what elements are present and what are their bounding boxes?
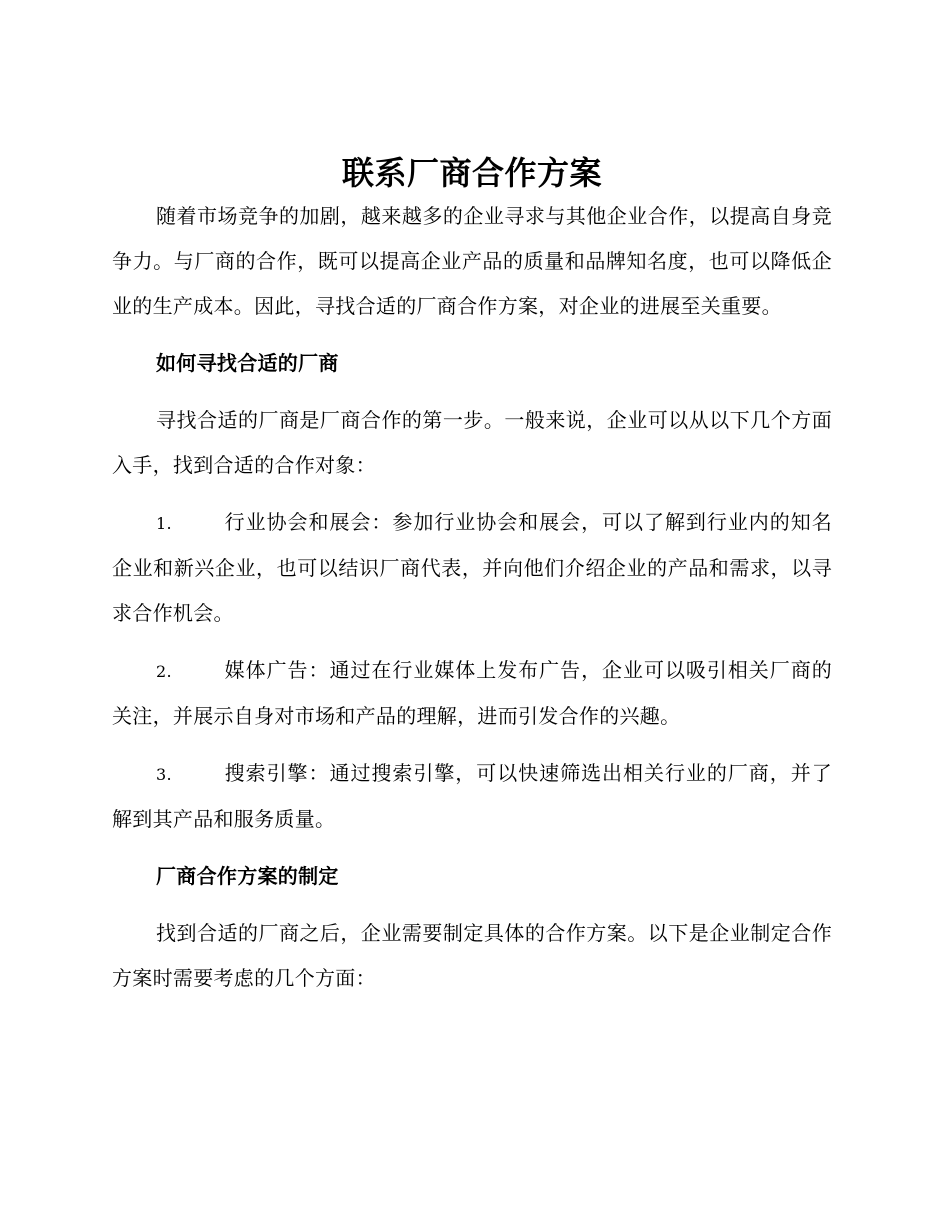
section-paragraph-find-vendor: 寻找合适的厂商是厂商合作的第一步。一般来说，企业可以从以下几个方面入手，找到合适的合作对象： (112, 408, 832, 477)
list-item (112, 751, 832, 842)
document-body (112, 150, 832, 1013)
list-item-number: 1. (156, 514, 172, 533)
list-item (112, 648, 832, 739)
intro-paragraph: 随着市场竞争的加剧，越来越多的企业寻求与其他企业合作，以提高自身竞争力。与厂商的合作，既可以提高企业产品的质量和品牌知名度，也可以降低企业的生产成本。因此，寻找合适的厂商合作方案，对企业的进展至关重要。 (112, 204, 832, 318)
section-heading-find-vendor: 如何寻找合适的厂商 (156, 351, 339, 375)
section-paragraph-plan: 找到合适的厂商之后，企业需要制定具体的合作方案。以下是企业制定合作方案时需要考虑的几个方面： (112, 921, 832, 990)
list-item-text: 搜索引擎：通过搜索引擎，可以快速筛选出相关行业的厂商，并了解到其产品和服务质量。 (112, 761, 832, 831)
list-item (112, 500, 832, 636)
section-heading-plan: 厂商合作方案的制定 (156, 864, 339, 888)
list-item-text: 媒体广告：通过在行业媒体上发布广告，企业可以吸引相关厂商的关注，并展示自身对市场和产品的理解，进而引发合作的兴趣。 (112, 658, 832, 728)
document-title: 联系厂商合作方案 (341, 154, 602, 192)
list-item-text: 行业协会和展会：参加行业协会和展会，可以了解到行业内的知名企业和新兴企业，也可以结识厂商代表，并向他们介绍企业的产品和需求，以寻求合作机会。 (112, 510, 832, 625)
list-item-number: 3. (156, 765, 172, 784)
list-item-number: 2. (156, 662, 172, 681)
